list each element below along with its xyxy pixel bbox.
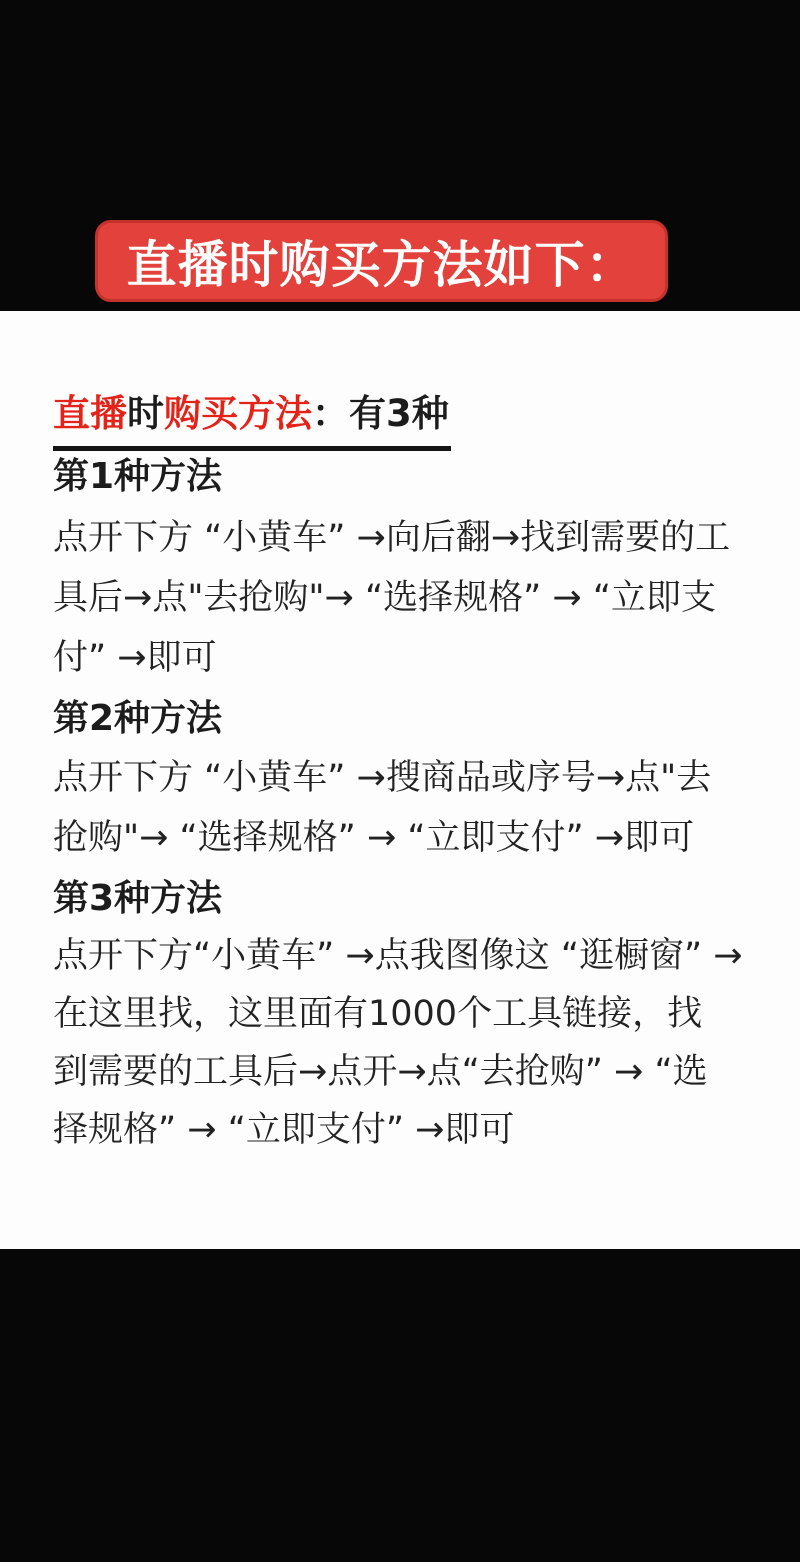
method-3-line-4: 择规格” → “立即支付” →即可 <box>53 1110 515 1150</box>
heading-segment-dark-1: 时 <box>127 392 164 435</box>
content-sheet <box>0 311 800 1249</box>
method-1-line-1: 点开下方 “小黄车” →向后翻→找到需要的工 <box>53 518 731 558</box>
heading-segment-red-1: 直播 <box>53 392 127 435</box>
banner-title: 直播时购买方法如下： <box>126 236 637 294</box>
heading-segment-dark-2: ：有3种 <box>312 392 449 435</box>
section-heading <box>53 383 451 451</box>
heading-segment-red-2: 购买方法 <box>164 392 312 435</box>
title-banner <box>95 220 668 302</box>
method-3-line-2: 在这里找，这里面有1000个工具链接，找 <box>53 994 703 1034</box>
method-1-line-3: 付” →即可 <box>53 638 217 678</box>
method-2-line-2: 抢购"→ “选择规格” → “立即支付” →即可 <box>53 818 695 858</box>
method-1-line-2: 具后→点"去抢购"→ “选择规格” → “立即支 <box>53 578 716 618</box>
method-2-title: 第2种方法 <box>53 698 223 739</box>
method-3-title: 第3种方法 <box>53 878 223 919</box>
method-2-line-1: 点开下方 “小黄车” →搜商品或序号→点"去 <box>53 758 712 798</box>
method-3-line-3: 到需要的工具后→点开→点“去抢购” → “选 <box>53 1052 708 1092</box>
method-3-line-1: 点开下方“小黄车” →点我图像这 “逛橱窗” → <box>53 936 743 976</box>
method-1-title: 第1种方法 <box>53 456 223 497</box>
